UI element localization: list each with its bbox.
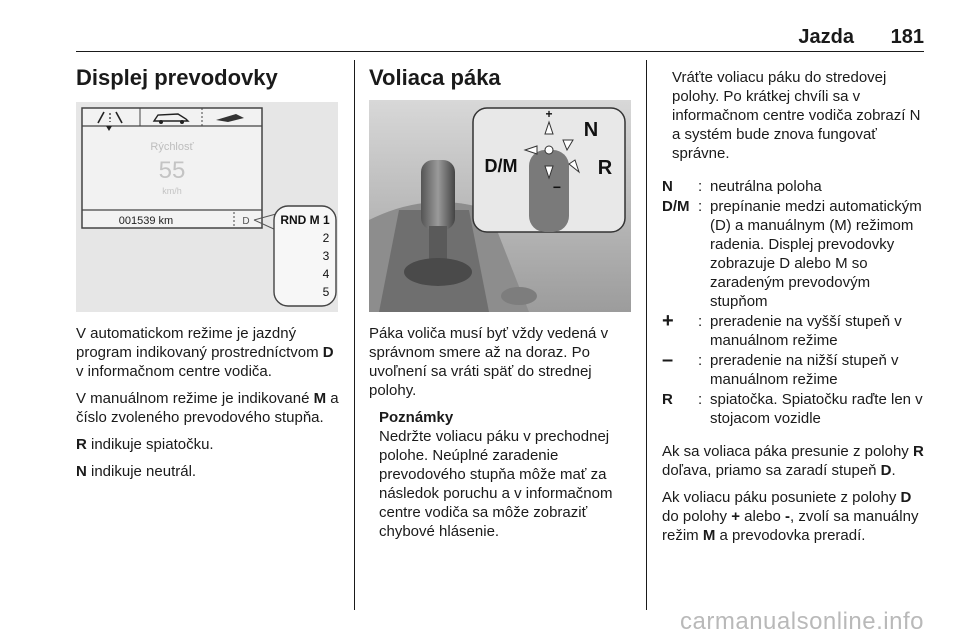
note-block [379, 408, 633, 541]
def-text-plus: preradenie na vyšší stupeň v manuálnom režime [710, 313, 902, 349]
label-n: N [583, 119, 599, 141]
label-plus: + [545, 107, 553, 121]
def-key-minus: – [662, 349, 674, 371]
label-dm: D/M [484, 156, 518, 176]
header-rule [76, 51, 924, 52]
middle-heading: Voliaca páka [369, 65, 501, 90]
watermark: carmanualsonline.info [680, 608, 924, 635]
speed-label: Rýchlosť [150, 141, 194, 153]
zoom-gears: RND M 1 [280, 213, 330, 227]
right-paragraph-1: Vráťte voliacu páku do stredovej polohy. Po krátkej chvíli sa v informačnom centre vodiča zobrazí N a systém bude znova fungovať správne. [672, 69, 921, 162]
def-text-r: spiatočka. Spiatočku raďte len v stojacom vozidle [710, 391, 923, 427]
section-title: Jazda [798, 26, 854, 48]
note-title: Poznámky [379, 409, 454, 426]
left-column [76, 64, 344, 489]
page-header [76, 26, 924, 50]
def-key-plus: + [662, 310, 674, 332]
def-key-n: N [662, 178, 673, 195]
middle-paragraph-1: Páka voliča musí byť vždy vedená v správnom smere až na doraz. Po uvoľnení sa vráti späť do strednej polohy. [369, 325, 609, 399]
left-paragraph-4: N indikuje neutrál. [76, 463, 197, 480]
right-column [662, 68, 928, 553]
label-r: R [597, 157, 613, 179]
def-key-dm: D/M [662, 198, 690, 215]
odometer: 001539 km [118, 215, 174, 227]
column-divider-1 [354, 60, 355, 610]
column-divider-2 [646, 60, 647, 610]
def-text-dm: prepínanie medzi automatickým (D) a manuálnym (M) režimom radenia. Displej prevodovky zobrazuje D alebo M so zaradeným prevodovým stupňom [710, 198, 922, 310]
zoom-gear-3: 3 [322, 249, 330, 263]
left-paragraph-2: V manuálnom režime je indikované M a číslo zvoleného prevodového stupňa. [76, 390, 339, 426]
def-text-n: neutrálna poloha [710, 178, 822, 195]
zoom-gear-2: 2 [322, 231, 330, 245]
speed-unit: km/h [162, 186, 182, 196]
left-paragraph-1: V automatickom režime je jazdný program indikovaný prostredníctvom D v informačnom centre vodiča. [76, 325, 334, 380]
zoom-gear-4: 4 [322, 267, 330, 281]
gear-indicator-small: D [242, 216, 250, 227]
label-minus: − [552, 179, 562, 195]
def-key-r: R [662, 391, 673, 408]
zoom-gear-5: 5 [322, 285, 330, 299]
def-text-minus: preradenie na nižší stupeň v manuálnom režime [710, 352, 899, 388]
left-heading: Displej prevodovky [76, 65, 278, 90]
note-text: Nedržte voliacu páku v prechodnej polohe. Neúplné zaradenie prevodového stupňa môže mať za následok poruchu a v informačnom centre vodiča sa môže zobraziť chybové hlásenie. [379, 428, 613, 540]
gear-knob [421, 160, 455, 230]
left-paragraph-3: R indikuje spiatočku. [76, 436, 214, 453]
definition-list: N : neutrálna poloha D/M : prepínanie medzi automatickým (D) a manuálnym (M) režimom radenia. Displej prevodovky zobrazuje D alebo M so zaradeným prevodovým stupňom + : preradenie na vyšší stupeň v manuálnom režime – : preradenie na nižší stupeň v manuálnom režime R : spiatočka. Spiatočku raďte len v stojacom vozidle [662, 177, 928, 428]
gear-display-figure [76, 102, 338, 312]
right-paragraph-3: Ak voliacu páku posuniete z polohy D do polohy + alebo -, zvolí sa manuálny režim M a prevodovka preradí. [662, 489, 919, 544]
speed-value: 55 [158, 157, 186, 184]
selector-lever-figure [369, 100, 631, 312]
page-number: 181 [890, 26, 924, 48]
middle-column [369, 64, 633, 541]
right-paragraph-2: Ak sa voliaca páka presunie z polohy R doľava, priamo sa zaradí stupeň D. [662, 443, 924, 479]
